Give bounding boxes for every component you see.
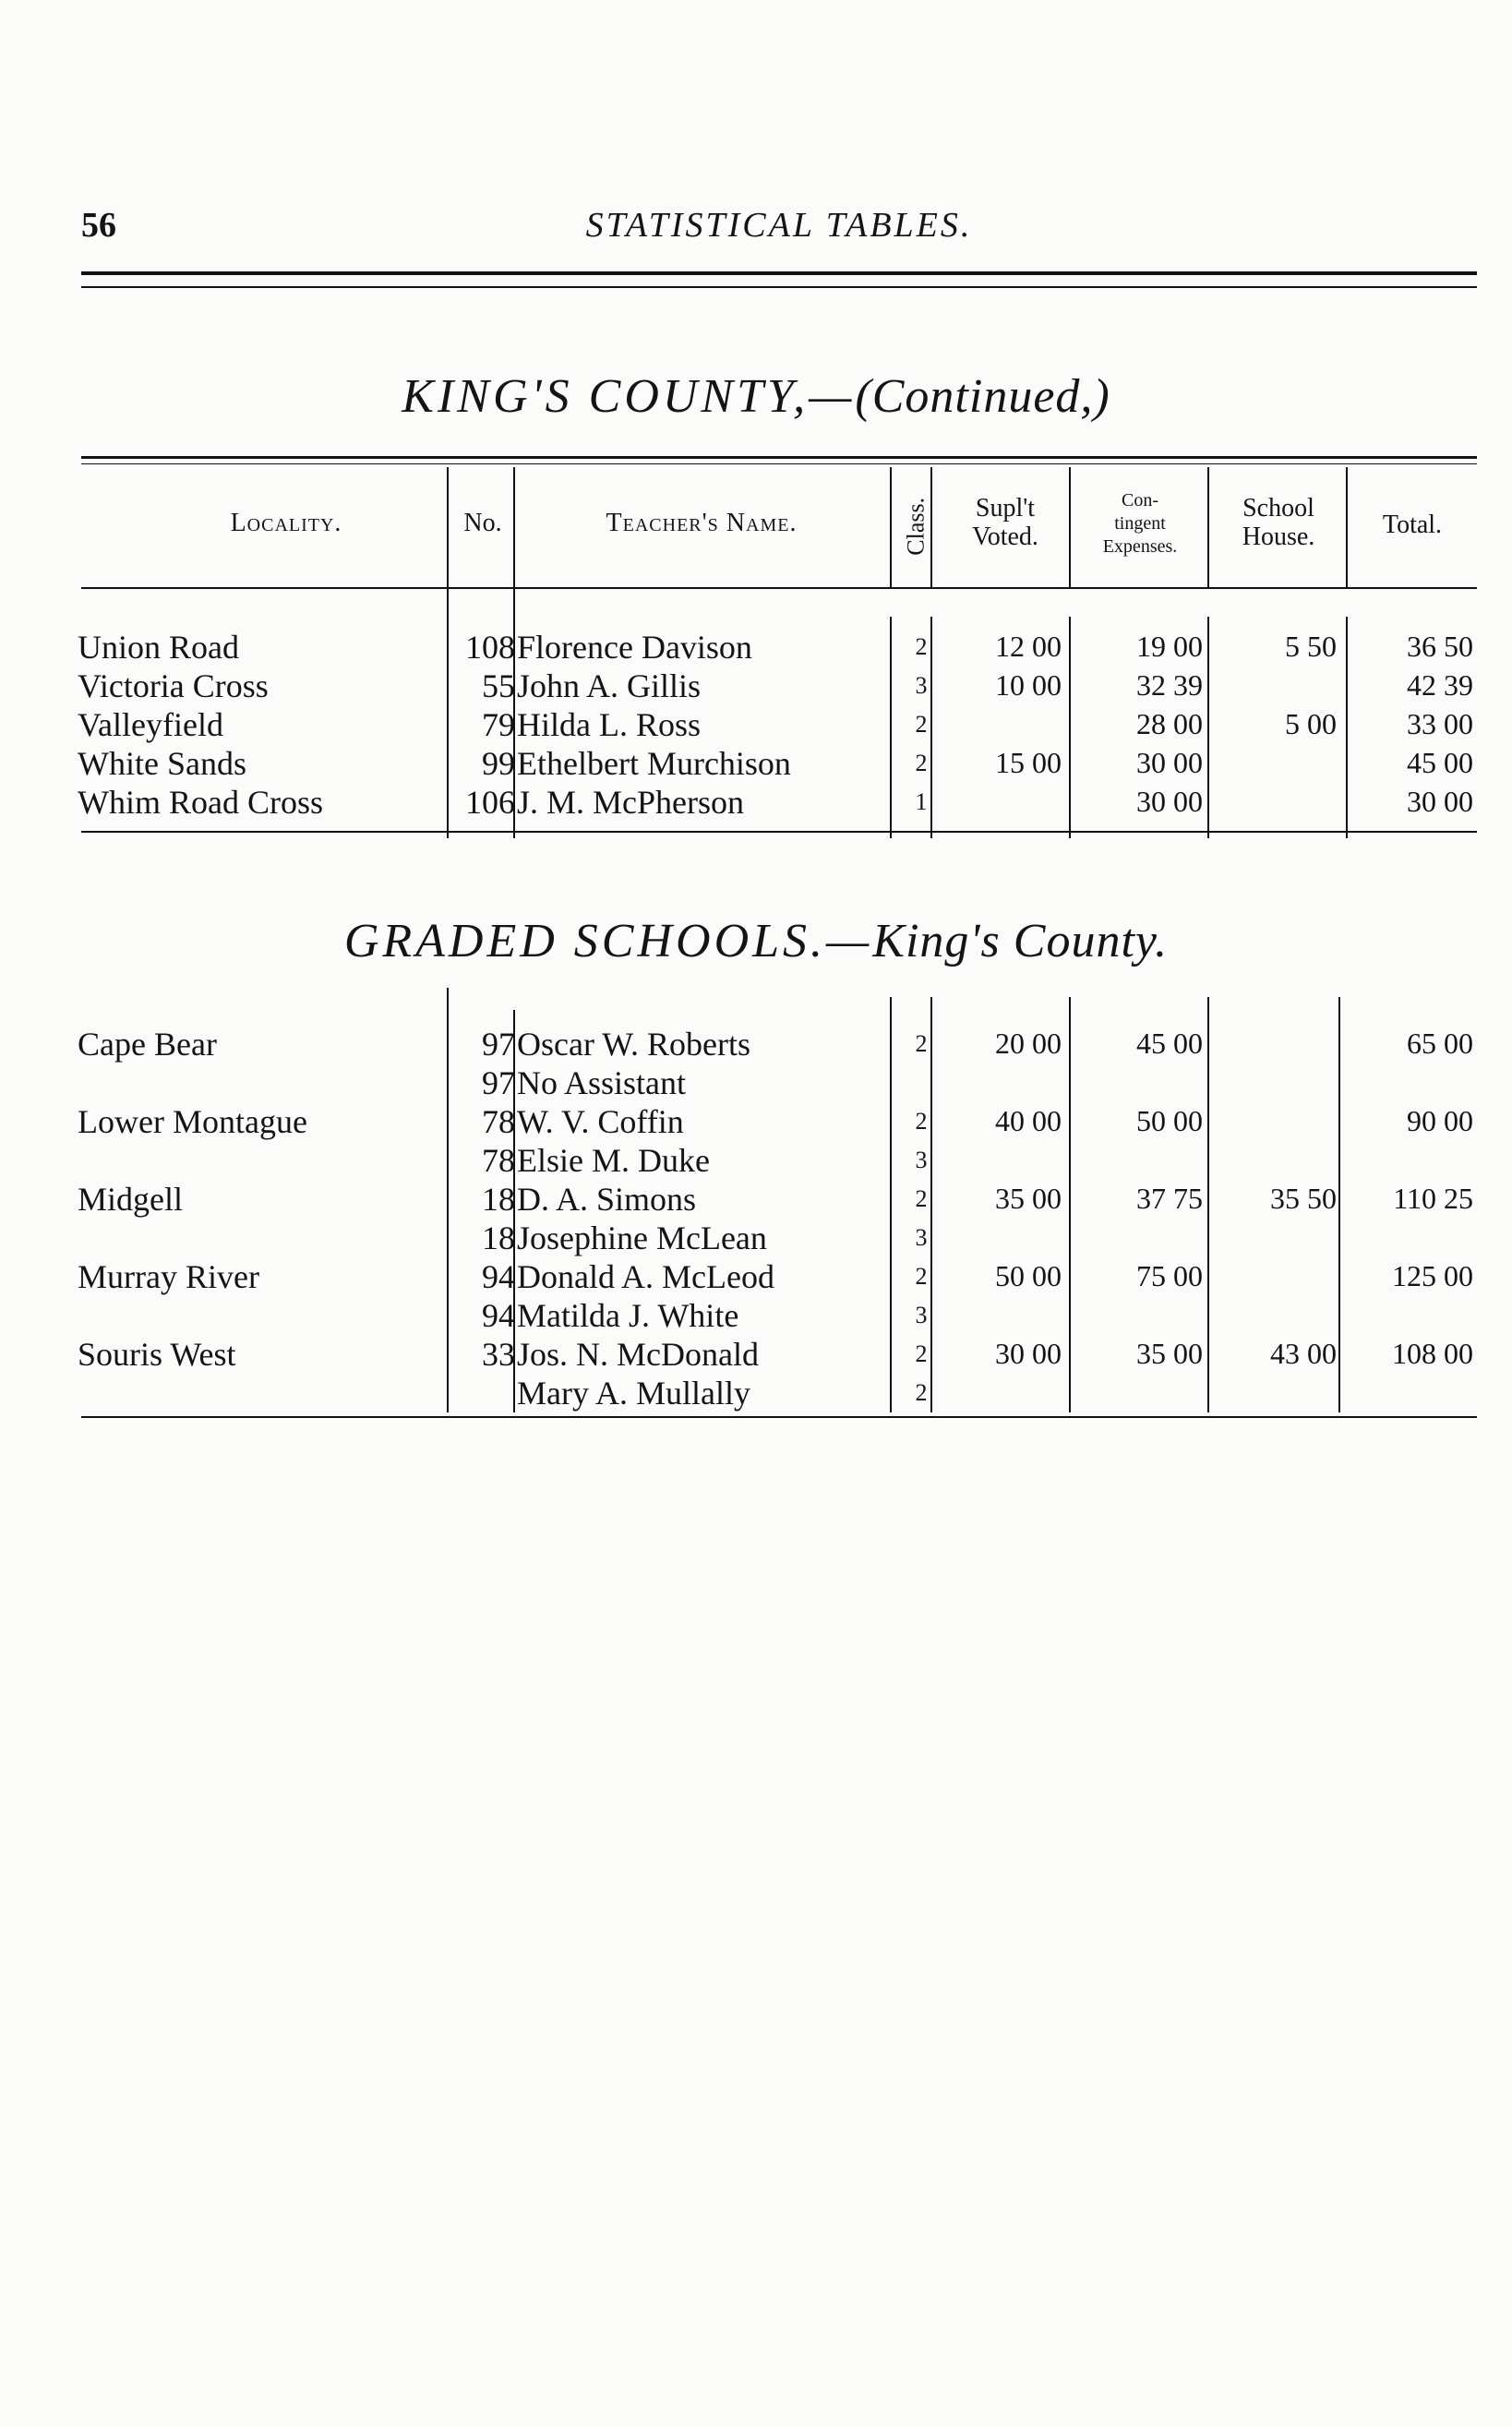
- cell-teacher: Hilda L. Ross: [517, 706, 702, 743]
- table-row: [0, 1025, 1512, 1063]
- table-row: [0, 667, 1512, 705]
- table-row: [0, 783, 1512, 822]
- header-locality: Locality.: [230, 509, 342, 537]
- cell-total: 42 39: [1407, 668, 1473, 702]
- cell-class: 1: [915, 788, 928, 815]
- cell-contingent: 32 39: [1136, 668, 1203, 702]
- cell-class: 3: [915, 1302, 928, 1328]
- cell-supl: 50 00: [995, 1259, 1062, 1292]
- cell-class: 3: [915, 672, 928, 699]
- section-title-sub: (Continued,): [855, 370, 1110, 423]
- cell-contingent: 30 00: [1136, 785, 1203, 818]
- cell-locality: Victoria Cross: [78, 667, 269, 704]
- header-school-line2: House.: [1242, 522, 1315, 551]
- cell-no: 78: [482, 1103, 515, 1140]
- head-rule: [81, 271, 1477, 288]
- cell-supl: 10 00: [995, 668, 1062, 702]
- cell-supl: 30 00: [995, 1337, 1062, 1370]
- cell-teacher: D. A. Simons: [517, 1181, 697, 1218]
- cell-no: 18: [482, 1181, 515, 1218]
- cell-contingent: 19 00: [1136, 630, 1203, 663]
- cell-locality: Lower Montague: [78, 1103, 307, 1140]
- cell-school-house: 35 50: [1270, 1182, 1337, 1215]
- cell-class: 3: [915, 1224, 928, 1251]
- cell-teacher: W. V. Coffin: [517, 1103, 684, 1140]
- cell-teacher: J. M. McPherson: [517, 784, 745, 821]
- col-rule: [1346, 467, 1348, 587]
- cell-total: 65 00: [1407, 1027, 1473, 1060]
- cell-school-house: 43 00: [1270, 1337, 1337, 1370]
- cell-no: 106: [465, 784, 515, 821]
- section-title-kings-county: [0, 369, 1512, 424]
- cell-no: 79: [482, 706, 515, 743]
- cell-class: 2: [915, 1185, 928, 1212]
- header-bottom-rule: [81, 587, 1477, 589]
- cell-supl: 35 00: [995, 1182, 1062, 1215]
- cell-no: 94: [482, 1258, 515, 1295]
- cell-teacher: Josephine McLean: [517, 1220, 767, 1256]
- header-cont-line1: Con-: [1122, 490, 1158, 511]
- table-row: [0, 1141, 1512, 1180]
- section-title-graded-schools: [0, 914, 1512, 968]
- header-total: Total.: [1382, 511, 1443, 539]
- cell-class: 2: [915, 1263, 928, 1290]
- cell-class: 2: [915, 633, 928, 660]
- cell-contingent: 37 75: [1136, 1182, 1203, 1215]
- cell-no: 55: [482, 667, 515, 704]
- table-top-rule: [81, 456, 1477, 459]
- cell-teacher: Mary A. Mullally: [517, 1375, 750, 1412]
- cell-class: 2: [915, 711, 928, 738]
- table-row: [0, 1257, 1512, 1296]
- cell-no: 99: [482, 745, 515, 782]
- cell-locality: Valleyfield: [78, 706, 223, 743]
- col-rule: [930, 467, 932, 587]
- header-cont-line2: tingent: [1114, 513, 1166, 534]
- running-head: [81, 205, 1477, 257]
- header-cont-line3: Expenses.: [1102, 536, 1178, 557]
- cell-no: 97: [482, 1064, 515, 1101]
- col-rule: [890, 467, 892, 587]
- section-title-main: GRADED SCHOOLS.—: [343, 915, 873, 967]
- cell-locality: Midgell: [78, 1181, 183, 1218]
- running-title: STATISTICAL TABLES.: [585, 206, 973, 245]
- cell-school-house: 5 50: [1285, 630, 1337, 663]
- table-row: [0, 1374, 1512, 1412]
- header-class: Class.: [902, 497, 930, 556]
- cell-teacher: Matilda J. White: [517, 1297, 739, 1334]
- header-no: No.: [463, 509, 502, 537]
- cell-no: 97: [482, 1026, 515, 1063]
- table-row: [0, 1335, 1512, 1374]
- cell-contingent: 75 00: [1136, 1259, 1203, 1292]
- cell-locality: Murray River: [78, 1258, 259, 1295]
- cell-no: 108: [465, 629, 515, 666]
- cell-contingent: 35 00: [1136, 1337, 1203, 1370]
- cell-total: 33 00: [1407, 707, 1473, 740]
- section-title-sub: King's County.: [872, 915, 1169, 967]
- cell-teacher: Oscar W. Roberts: [517, 1026, 750, 1063]
- cell-teacher: No Assistant: [517, 1064, 687, 1101]
- col-rule: [1069, 467, 1071, 587]
- table-row: [0, 744, 1512, 783]
- cell-locality: Whim Road Cross: [78, 784, 323, 821]
- cell-total: 108 00: [1392, 1337, 1473, 1370]
- header-school-line1: School: [1242, 494, 1314, 523]
- cell-teacher: Ethelbert Murchison: [517, 745, 791, 782]
- cell-contingent: 30 00: [1136, 746, 1203, 779]
- table-bottom-rule: [81, 831, 1477, 833]
- cell-school-house: 5 00: [1285, 707, 1337, 740]
- header-supl-line1: Supl't: [975, 494, 1036, 523]
- cell-locality: Cape Bear: [78, 1026, 217, 1063]
- table-row: [0, 1063, 1512, 1102]
- section-title-main: KING'S COUNTY,—: [402, 370, 856, 423]
- cell-class: 2: [915, 1340, 928, 1367]
- cell-class: 2: [915, 1030, 928, 1057]
- cell-class: 2: [915, 750, 928, 776]
- cell-supl: 20 00: [995, 1027, 1062, 1060]
- page-number: 56: [81, 206, 116, 245]
- cell-contingent: 28 00: [1136, 707, 1203, 740]
- cell-contingent: 50 00: [1136, 1104, 1203, 1137]
- header-contingent: [1071, 489, 1209, 559]
- header-supl: [936, 495, 1074, 552]
- cell-teacher: Florence Davison: [517, 629, 752, 666]
- cell-total: 90 00: [1407, 1104, 1473, 1137]
- table-row: [0, 628, 1512, 667]
- cell-teacher: Donald A. McLeod: [517, 1258, 774, 1295]
- cell-locality: White Sands: [78, 745, 246, 782]
- table-row: [0, 1219, 1512, 1257]
- cell-locality: Union Road: [78, 629, 239, 666]
- cell-no: 78: [482, 1142, 515, 1179]
- cell-class: 2: [915, 1108, 928, 1135]
- cell-total: 125 00: [1392, 1259, 1473, 1292]
- cell-no: 18: [482, 1220, 515, 1256]
- cell-no: 33: [482, 1336, 515, 1373]
- cell-total: 30 00: [1407, 785, 1473, 818]
- header-school-house: [1209, 495, 1348, 552]
- cell-teacher: John A. Gillis: [517, 667, 702, 704]
- header-teacher: Teacher's Name.: [606, 509, 798, 537]
- table-top-rule-thin: [81, 463, 1477, 464]
- cell-supl: 40 00: [995, 1104, 1062, 1137]
- cell-teacher: Elsie M. Duke: [517, 1142, 710, 1179]
- table-row: [0, 1296, 1512, 1335]
- table-row: [0, 1102, 1512, 1141]
- cell-locality: Souris West: [78, 1336, 236, 1373]
- table-bottom-rule: [81, 1416, 1477, 1418]
- cell-class: 2: [915, 1379, 928, 1406]
- cell-supl: 12 00: [995, 630, 1062, 663]
- cell-contingent: 45 00: [1136, 1027, 1203, 1060]
- cell-class: 3: [915, 1147, 928, 1173]
- header-supl-line2: Voted.: [972, 522, 1038, 551]
- cell-no: 94: [482, 1297, 515, 1334]
- col-rule: [1207, 467, 1209, 587]
- cell-total: 110 25: [1393, 1182, 1473, 1215]
- cell-total: 36 50: [1407, 630, 1473, 663]
- table-row: [0, 1180, 1512, 1219]
- cell-teacher: Jos. N. McDonald: [517, 1336, 759, 1373]
- table-row: [0, 705, 1512, 744]
- cell-total: 45 00: [1407, 746, 1473, 779]
- cell-supl: 15 00: [995, 746, 1062, 779]
